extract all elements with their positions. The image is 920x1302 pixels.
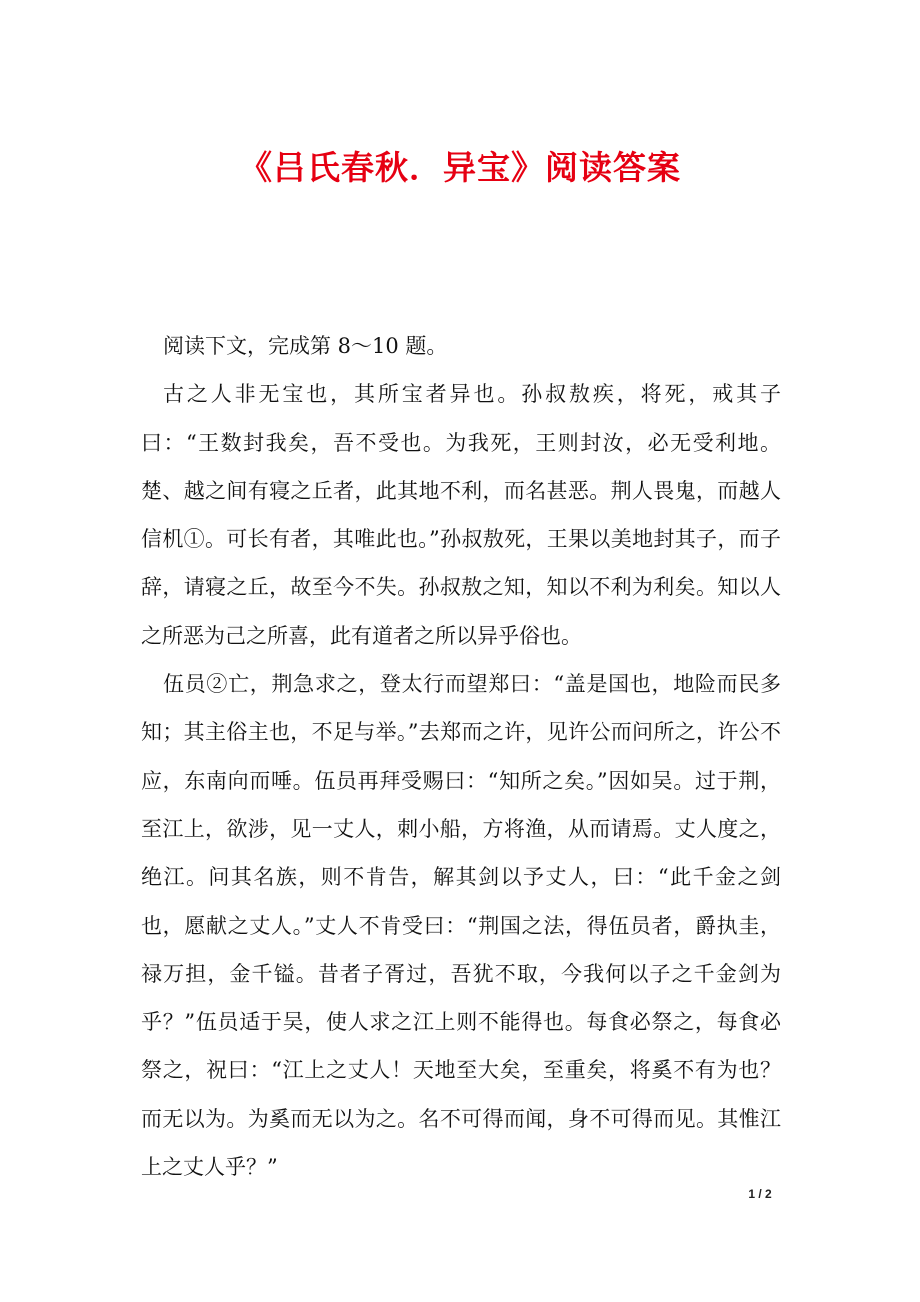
paragraph-sunshuao: 古之人非无宝也，其所宝者异也。孙叔敖疾，将死，戒其子曰：“王数封我矣，吾不受也。为我死，王则封汝，必无受利地。楚、越之间有寝之丘者，此其地不利，而名甚恶。荆人畏鬼，而越人信机①。可长有者，其唯此也。”孙叔敖死，王果以美地封其子，而子辞，请寝之丘，故至今不失。孙叔敖之知，知以不利为利矣。知以人之所恶为己之所喜，此有道者之所以异乎俗也。 xyxy=(141,382,781,648)
document-body xyxy=(141,322,781,1191)
paragraph-instructions: 阅读下文，完成第 8～10 题。 xyxy=(163,334,448,358)
page-number: 1 / 2 xyxy=(748,1187,772,1201)
paragraph-wuyuan: 伍员②亡，荆急求之，登太行而望郑曰：“盖是国也，地险而民多知；其主俗主也，不足与举。”去郑而之许，见许公而问所之，许公不应，东南向而唾。伍员再拜受赐曰：“知所之矣。”因如吴。过于荆，至江上，欲涉，见一丈人，刺小船，方将渔，从而请焉。丈人度之，绝江。问其名族，则不肯告，解其剑以予丈人，曰：“此千金之剑也，愿献之丈人。”丈人不肯受曰：“荆国之法，得伍员者，爵执圭，禄万担，金千镒。昔者子胥过，吾犹不取，今我何以子之千金剑为乎？”伍员适于吴，使人求之江上则不能得也。每食必祭之，每食必祭之，祝曰：“江上之丈人！天地至大矣，至重矣，将奚不有为也？而无以为。为奚而无以为之。名不可得而闻，身不可得而见。其惟江上之丈人乎？” xyxy=(141,672,781,1180)
document-title: 《吕氏春秋．异宝》阅读答案 xyxy=(239,148,681,187)
